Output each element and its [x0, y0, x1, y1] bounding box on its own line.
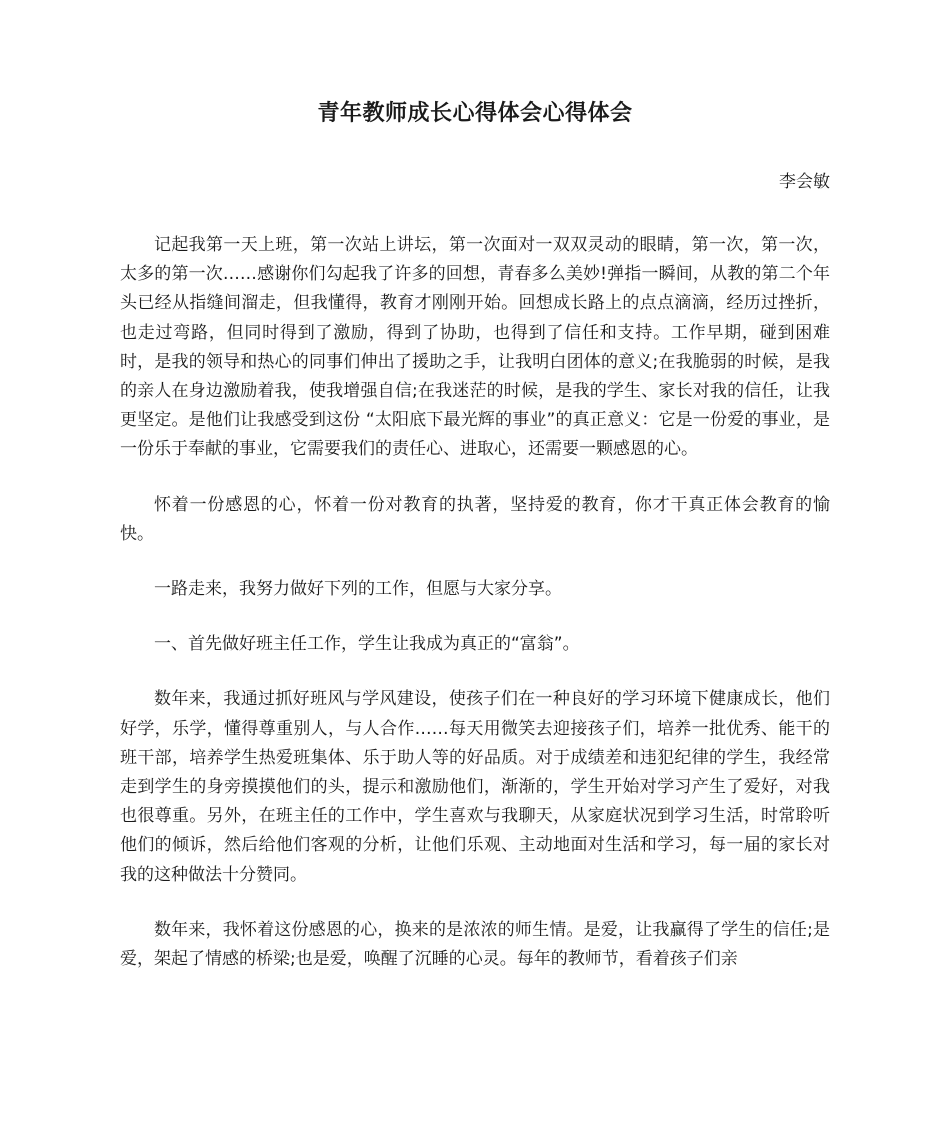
author-name: 李会敏	[779, 172, 830, 192]
document-body	[120, 231, 830, 1000]
paragraph-1: 记起我第一天上班，第一次站上讲坛，第一次面对一双双灵动的眼睛，第一次，第一次，太多的第一次……感谢你们勾起我了许多的回想，青春多么美妙!弹指一瞬间，从教的第二个年头已经从指缝间溜走，但我懂得，教育才刚刚开始。回想成长路上的点点滴滴，经历过挫折，也走过弯路，但同时得到了激励，得到了协助，也得到了信任和支持。工作早期，碰到困难时，是我的领导和热心的同事们伸出了援助之手，让我明白团体的意义;在我脆弱的时候，是我的亲人在身边激励着我，使我增强自信;在我迷茫的时候，是我的学生、家长对我的信任，让我更坚定。是他们让我感受到这份 “太阳底下最光辉的事业”的真正意义：它是一份爱的事业，是一份乐于奉献的事业，它需要我们的责任心、进取心，还需要一颗感恩的心。	[120, 235, 830, 460]
document-title: 青年教师成长心得体会心得体会	[317, 101, 633, 126]
paragraph-4: 一、首先做好班主任工作，学生让我成为真正的“富翁”。	[154, 634, 580, 655]
paragraph-3: 一路走来，我努力做好下列的工作，但愿与大家分享。	[154, 579, 562, 600]
paragraph-2: 怀着一份感恩的心，怀着一份对教育的执著，坚持爱的教育，你才干真正体会教育的愉快。	[120, 494, 830, 544]
paragraph-6: 数年来，我怀着这份感恩的心，换来的是浓浓的师生情。是爱，让我赢得了学生的信任;是爱，架起了情感的桥梁;也是爱，唤醒了沉睡的心灵。每年的教师节，看着孩子们亲	[120, 919, 830, 970]
paragraph-5: 数年来，我通过抓好班风与学风建设，使孩子们在一种良好的学习环境下健康成长，他们好学，乐学，懂得尊重别人，与人合作……每天用微笑去迎接孩子们，培养一批优秀、能干的班干部，培养学生热爱班集体、乐于助人等的好品质。对于成绩差和违犯纪律的学生，我经常走到学生的身旁摸摸他们的头，提示和激励他们，渐渐的，学生开始对学习产生了爱好，对我也很尊重。另外，在班主任的工作中，学生喜欢与我聊天，从家庭状况到学习生活，时常聆听他们的倾诉，然后给他们客观的分析，让他们乐观、主动地面对生活和学习，每一届的家长对我的这种做法十分赞同。	[120, 689, 830, 885]
